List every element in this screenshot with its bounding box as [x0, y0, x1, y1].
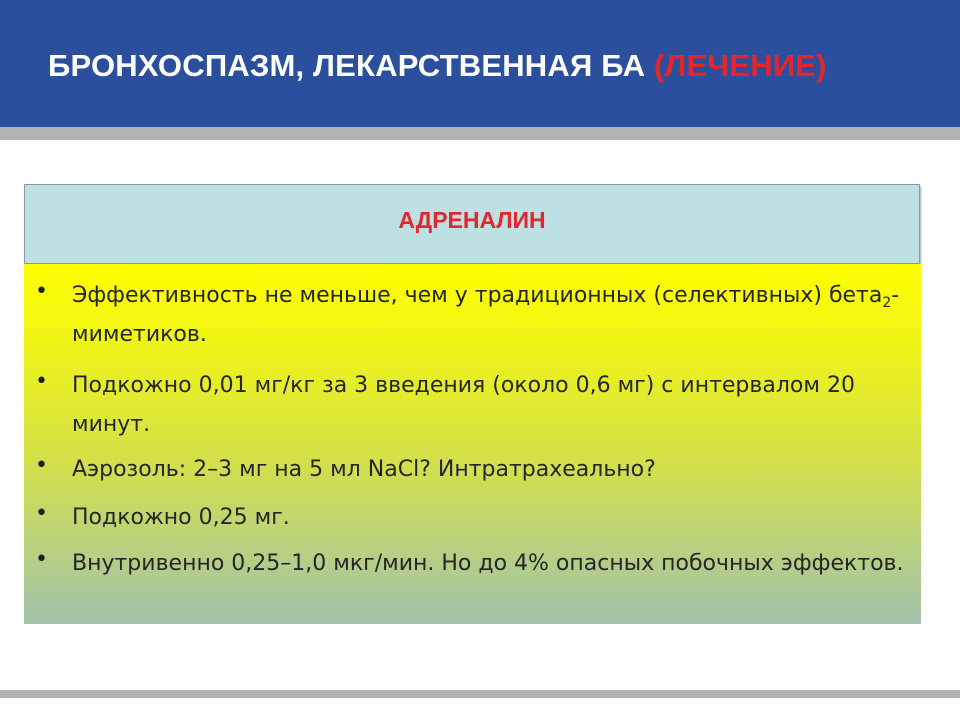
bullet-item: [35, 450, 912, 489]
bullet-text-after: -миметиков.: [72, 283, 900, 347]
bullet-text: Подкожно 0,25 мг.: [72, 505, 290, 530]
bullet-text: Эффективность не меньше, чем у традиционных (селективных) бета: [72, 283, 883, 308]
bullet-item: [35, 366, 912, 444]
bullet-item: [35, 276, 912, 354]
header-divider: [0, 127, 960, 140]
slide-header: [0, 0, 960, 127]
bullet-dot-icon: •: [35, 369, 48, 394]
card-body: [24, 264, 921, 624]
bullet-subscript: 2: [882, 295, 892, 311]
card-header-title: АДРЕНАЛИН: [398, 206, 546, 233]
bullet-dot-icon: •: [35, 279, 48, 304]
bullet-dot-icon: •: [35, 501, 48, 526]
bullet-text: Внутривенно 0,25–1,0 мкг/мин. Но до 4% опасных побочных эффектов.: [72, 551, 904, 576]
card-header: [24, 184, 920, 264]
bullet-text: Аэрозоль: 2–3 мг на 5 мл NaCl? Интратрахеально?: [72, 457, 656, 482]
bullet-item: [35, 498, 912, 537]
bullet-item: [35, 544, 912, 583]
slide-title: [48, 48, 827, 84]
slide-title-accent: (ЛЕЧЕНИЕ): [654, 48, 827, 83]
bullet-dot-icon: •: [35, 547, 48, 572]
bullet-dot-icon: •: [35, 453, 48, 478]
slide-title-text: БРОНХОСПАЗМ, ЛЕКАРСТВЕННАЯ БА: [48, 48, 646, 83]
bullet-text: Подкожно 0,01 мг/кг за 3 введения (около 0,6 мг) с интервалом 20 минут.: [72, 373, 855, 437]
footer-divider: [0, 690, 960, 698]
